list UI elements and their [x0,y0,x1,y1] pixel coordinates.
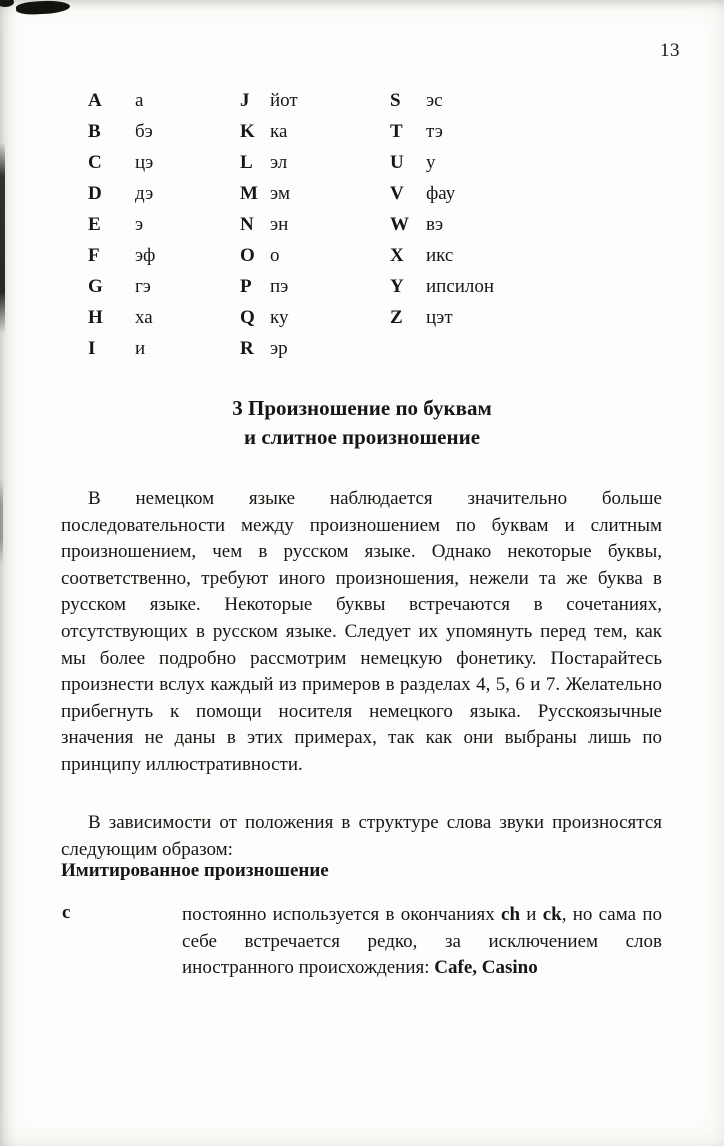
alphabet-row [390,271,494,302]
alphabet-row [390,302,494,333]
alphabet-letter-name: фау [426,183,456,204]
alphabet-row [390,116,494,147]
entry-text-part: постоянно используется в окончаниях [182,904,502,925]
subheading-imitated-pronunciation: Имитированное произношение [61,860,329,881]
page-number: 13 [660,40,680,61]
alphabet-letter: M [240,183,258,204]
alphabet-letter: T [390,121,403,142]
entry-bold-examples: Cafe, Casino [434,957,538,979]
alphabet-row [240,302,298,333]
entry-letter-c: c [62,902,71,923]
section-heading [0,394,724,452]
alphabet-column-2 [240,85,298,364]
alphabet-letter-name: а [135,90,144,111]
alphabet-row [88,271,155,302]
body-paragraph-2: В зависимости от положения в структуре слова звуки произносятся следующим образом: [61,812,662,860]
alphabet-letter: F [88,245,100,266]
alphabet-letter-name: пэ [270,276,289,297]
alphabet-letter: O [240,245,255,266]
alphabet-letter: N [240,214,254,235]
alphabet-letter: Z [390,307,403,328]
scan-artifact-left-streak-2 [0,478,3,566]
alphabet-row [240,271,298,302]
alphabet-row [240,333,298,364]
alphabet-letter-name: эс [426,90,443,111]
entry-text-part: и [520,904,543,925]
alphabet-letter-name: икс [426,245,454,266]
entry-bold-ck: ck [542,904,562,925]
alphabet-row [88,178,155,209]
alphabet-letter: X [390,245,404,266]
section-heading-line1: 3 Произношение по буквам [232,396,492,420]
alphabet-letter: K [240,121,255,142]
alphabet-row [88,147,155,178]
alphabet-letter-name: ку [270,307,289,328]
alphabet-letter: U [390,152,404,173]
alphabet-letter-name: тэ [426,121,443,142]
alphabet-letter: B [88,121,101,142]
entry-text-part: , но сама по себе встречается редко, за исключением слов иностранного происхождения: [182,904,662,979]
alphabet-letter-name: э [135,214,144,235]
alphabet-letter-name: бэ [135,121,153,142]
alphabet-row [88,302,155,333]
entry-description [182,902,662,982]
alphabet-letter-name: вэ [426,214,444,235]
alphabet-letter-name: и [135,338,146,359]
alphabet-letter: L [240,152,253,173]
alphabet-letter: E [88,214,101,235]
alphabet-letter-name: эл [270,152,288,173]
alphabet-letter: I [88,338,96,359]
alphabet-row [88,116,155,147]
alphabet-letter-name: о [270,245,280,266]
alphabet-column-3 [390,85,494,333]
alphabet-letter: V [390,183,404,204]
alphabet-letter: A [88,90,102,111]
alphabet-letter: P [240,276,252,297]
alphabet-letter-name: эф [135,245,156,266]
alphabet-letter-name: у [426,152,436,173]
alphabet-row [390,147,494,178]
alphabet-letter-name: цэ [135,152,154,173]
alphabet-row [240,85,298,116]
alphabet-letter: W [390,214,409,235]
alphabet-letter-name: цэт [426,307,453,328]
alphabet-letter: J [240,90,250,111]
entry-bold-ch: ch [501,904,521,925]
alphabet-letter: R [240,338,254,359]
alphabet-letter-name: ипсилон [426,276,495,297]
alphabet-row [390,85,494,116]
alphabet-row [88,209,155,240]
alphabet-row [240,240,298,271]
alphabet-letter-name: ка [270,121,288,142]
scan-artifact-left-streak [0,142,5,334]
alphabet-row [390,209,494,240]
alphabet-letter-name: гэ [135,276,151,297]
alphabet-row [240,209,298,240]
alphabet-row [390,178,494,209]
alphabet-letter: C [88,152,102,173]
alphabet-letter-name: дэ [135,183,154,204]
alphabet-row [240,147,298,178]
alphabet-letter: D [88,183,102,204]
alphabet-letter-name: эр [270,338,288,359]
alphabet-letter: Q [240,307,255,328]
alphabet-row [240,116,298,147]
alphabet-row [390,240,494,271]
alphabet-row [88,333,155,364]
scan-artifact-corner [0,0,14,7]
alphabet-row [240,178,298,209]
alphabet-letter: S [390,90,401,111]
alphabet-letter-name: ха [135,307,153,328]
alphabet-letter: Y [390,276,404,297]
alphabet-letter: H [88,307,103,328]
alphabet-letter-name: эм [270,183,291,204]
alphabet-row [88,240,155,271]
alphabet-letter: G [88,276,103,297]
body-paragraph-1: В немецком языке наблюдается значительно больше последовательности между произношением по буквам и слитным произношением, чем в русском языке. Однако некоторые буквы, соответственно, требуют иного произношения, нежели та же буква в русском языке. Некоторые буквы встречаются в сочетаниях, отсутствующих в русском языке. Следует их упомянуть перед тем, как мы более подробно рассмотрим немецкую фонетику. Постарайтесь произнести вслух каждый из примеров в разделах 4, 5, 6 и 7. Желательно прибегнуть к помощи носителя немецкого языка. Русскоязычные значения не даны в этих примерах, так как они выбраны лишь по принципу иллюстративности. [61,488,662,775]
alphabet-letter-name: йот [270,90,298,111]
alphabet-row [88,85,155,116]
section-heading-line2: и слитное произношение [243,425,481,449]
scan-artifact-top [16,0,71,15]
alphabet-column-1 [88,85,155,364]
alphabet-letter-name: эн [270,214,289,235]
